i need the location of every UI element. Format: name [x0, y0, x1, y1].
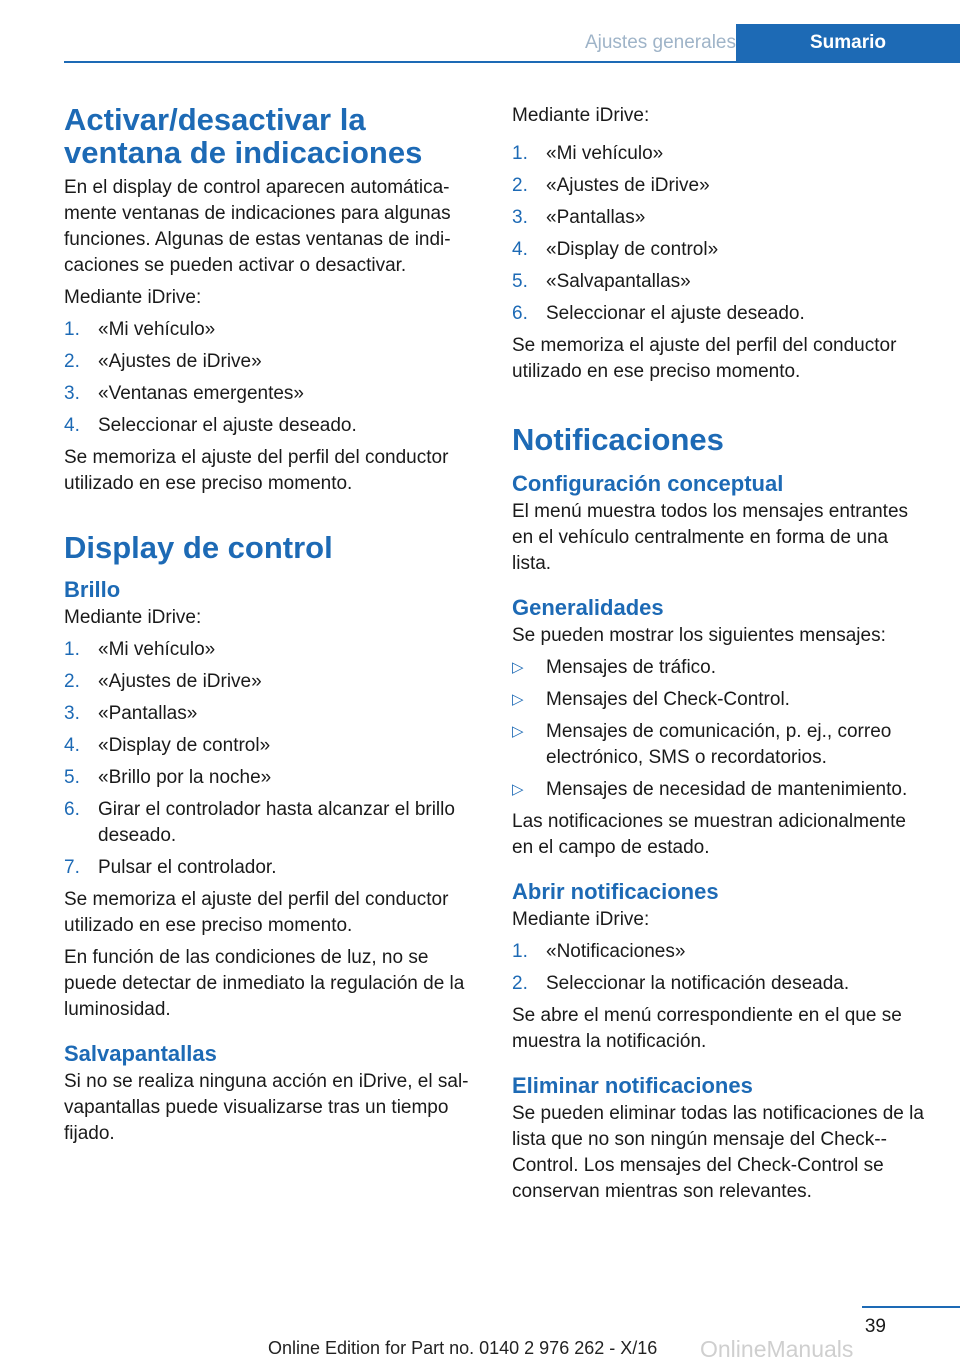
step-number: 1.: [64, 319, 80, 340]
item-text: «Display de control»: [546, 239, 719, 260]
item-text: Seleccionar el ajuste deseado.: [546, 303, 805, 324]
step-number: 4.: [64, 415, 80, 436]
step-number: 3.: [64, 703, 80, 724]
message-bullet-list: [512, 655, 932, 803]
triangle-right-icon: ▷: [512, 723, 524, 740]
item-text: «Brillo por la noche»: [98, 767, 272, 788]
item-text: Seleccionar el ajuste deseado.: [98, 415, 357, 436]
luz-note: En función de las condiciones de luz, no se puede detectar de inmediato la regulación de la luminosidad.: [64, 947, 465, 1020]
item-text: Mensajes del Check-Control.: [546, 689, 790, 710]
item-text: «Salvapantallas»: [546, 271, 691, 292]
step-item: [64, 413, 479, 439]
bullet-item: [512, 719, 932, 771]
header-rule: [64, 61, 960, 63]
item-text: Mensajes de tráfico.: [546, 657, 717, 678]
step-number: 1.: [512, 941, 528, 962]
via-idrive-2: Mediante iDrive:: [64, 607, 202, 628]
step-item: [512, 237, 932, 263]
step-number: 1.: [512, 143, 528, 164]
item-text: Mensajes de necesidad de mantenimiento.: [546, 779, 908, 800]
step-number: 2.: [512, 973, 528, 994]
step-number: 4.: [64, 735, 80, 756]
via-idrive-1: Mediante iDrive:: [64, 287, 202, 308]
general-note: Las notificaciones se muestran adicionalmente en el campo de estado.: [512, 811, 906, 858]
subtitle-abrir: Abrir notificaciones: [512, 879, 719, 904]
item-text: «Ajustes de iDrive»: [98, 671, 262, 692]
item-text: «Ajustes de iDrive»: [98, 351, 262, 372]
subtitle-generalidades: Generalidades: [512, 595, 664, 620]
step-number: 4.: [512, 239, 528, 260]
step-item: [64, 669, 479, 695]
step-item: [64, 349, 479, 375]
section-notificaciones: Notificaciones: [512, 422, 724, 457]
item-text: Seleccionar la notificación deseada.: [546, 973, 850, 994]
item-text: «Pantallas»: [546, 207, 646, 228]
step-item: [64, 733, 479, 759]
item-text: «Display de control»: [98, 735, 271, 756]
concept-paragraph: El menú muestra todos los mensajes entrantes en el vehículo centralmente en forma de una lista.: [512, 501, 909, 574]
memo-paragraph-1: Se memoriza el ajuste del perfil del conductor utilizado en ese preciso momento.: [64, 447, 449, 494]
step-number: 2.: [512, 175, 528, 196]
step-item: [512, 939, 932, 965]
step-number: 7.: [64, 857, 80, 878]
subtitle-salvapantallas: Salvapantallas: [64, 1041, 217, 1066]
left-column: [64, 103, 479, 1153]
steps-list-1: [64, 317, 479, 439]
triangle-right-icon: ▷: [512, 691, 524, 708]
via-idrive-4: Mediante iDrive:: [512, 909, 650, 930]
step-item: [512, 205, 932, 231]
footer-rule: [862, 1306, 960, 1308]
step-item: [512, 141, 932, 167]
item-text: «Mi vehículo»: [98, 319, 216, 340]
bullet-item: [512, 777, 932, 803]
item-text: «Ajustes de iDrive»: [546, 175, 710, 196]
item-text: «Pantallas»: [98, 703, 198, 724]
step-number: 6.: [512, 303, 528, 324]
step-item: [64, 855, 479, 881]
header-section-title[interactable]: Ajustes generales: [584, 32, 736, 53]
step-item: [512, 269, 932, 295]
step-number: 5.: [64, 767, 80, 788]
step-number: 5.: [512, 271, 528, 292]
steps-list-4: [512, 939, 932, 997]
subtitle-brillo: Brillo: [64, 577, 121, 602]
salva-paragraph: Si no se realiza ninguna acción en iDrive, el sal-vapantallas puede visualizarse tras un tiempo fijado.: [64, 1071, 469, 1144]
step-item: [64, 701, 479, 727]
step-number: 1.: [64, 639, 80, 660]
memo-paragraph-3: Se memoriza el ajuste del perfil del conductor utilizado en ese preciso momento.: [512, 335, 897, 382]
step-item: [512, 301, 932, 327]
page-header: [0, 24, 960, 62]
footer-edition: Online Edition for Part no. 0140 2 976 262 - X/16: [268, 1338, 658, 1358]
page-number: 39: [864, 1316, 886, 1337]
item-text: «Mi vehículo»: [98, 639, 216, 660]
steps-list-2: [64, 637, 479, 881]
memo-paragraph-2: Se memoriza el ajuste del perfil del conductor utilizado en ese preciso momento.: [64, 889, 449, 936]
section-display-control: Display de control: [64, 530, 333, 565]
bullet-item: [512, 687, 932, 713]
triangle-right-icon: ▷: [512, 659, 524, 676]
item-text: «Mi vehículo»: [546, 143, 664, 164]
delete-paragraph: Se pueden eliminar todas las notificaciones de la lista que no son ningún mensaje del Check--Control. Los mensajes del Check-Control se conservan mientras son relevantes.: [512, 1103, 924, 1202]
step-number: 6.: [64, 799, 80, 820]
via-idrive-3: Mediante iDrive:: [512, 105, 650, 126]
general-paragraph: Se pueden mostrar los siguientes mensajes:: [512, 625, 886, 646]
step-item: [64, 797, 479, 849]
step-number: 3.: [64, 383, 80, 404]
intro-paragraph: En el display de control aparecen automática-mente ventanas de indicaciones para algunas funciones. Algunas de estas ventanas de indi-caciones se pueden activar o desactivar.: [64, 177, 451, 276]
item-text: Pulsar el controlador.: [98, 857, 277, 878]
item-text: Mensajes de comunicación, p. ej., correo electrónico, SMS o recordatorios.: [546, 721, 892, 768]
header-tab-sumario[interactable]: Sumario: [736, 24, 960, 61]
watermark-logo: OnlineManuals: [700, 1336, 854, 1362]
subtitle-configuracion: Configuración conceptual: [512, 471, 784, 496]
subtitle-eliminar: Eliminar notificaciones: [512, 1073, 753, 1098]
steps-list-3: [512, 141, 932, 327]
title-ventana-indicaciones: Activar/desactivar la ventana de indicaciones: [64, 102, 423, 170]
item-text: «Notificaciones»: [546, 941, 686, 962]
bullet-item: [512, 655, 932, 681]
step-number: 2.: [64, 351, 80, 372]
step-item: [512, 173, 932, 199]
step-item: [64, 317, 479, 343]
item-text: «Ventanas emergentes»: [98, 383, 304, 404]
right-column: [512, 103, 932, 1211]
item-text: Girar el controlador hasta alcanzar el brillo deseado.: [98, 799, 455, 846]
step-number: 2.: [64, 671, 80, 692]
step-item: [64, 637, 479, 663]
open-note: Se abre el menú correspondiente en el que se muestra la notificación.: [512, 1005, 902, 1052]
step-item: [512, 971, 932, 997]
step-item: [64, 765, 479, 791]
triangle-right-icon: ▷: [512, 781, 524, 798]
step-number: 3.: [512, 207, 528, 228]
step-item: [64, 381, 479, 407]
